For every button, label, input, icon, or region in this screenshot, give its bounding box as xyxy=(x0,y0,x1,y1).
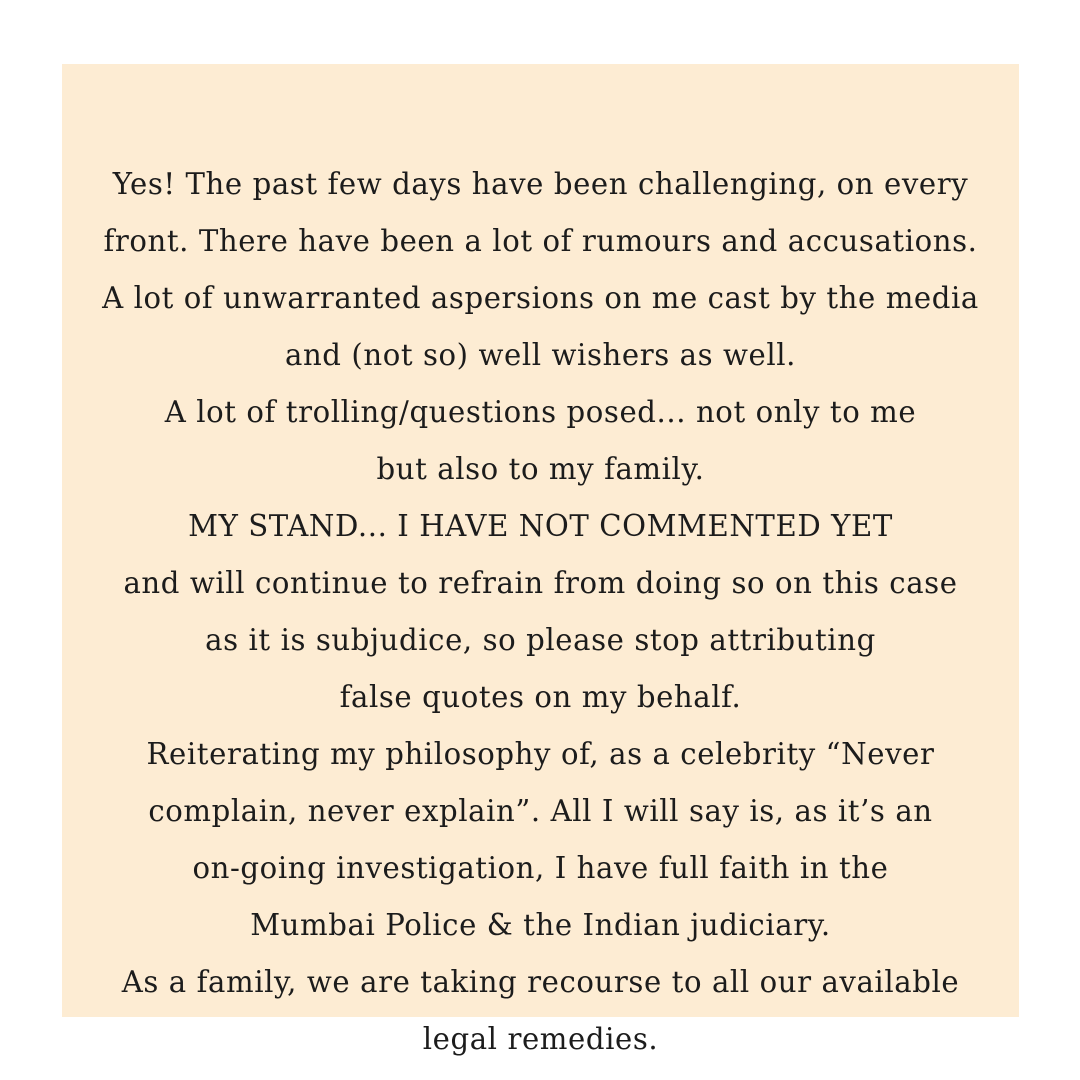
statement-line: legal remedies. xyxy=(422,1022,659,1057)
statement-line: Yes! The past few days have been challenging, on every xyxy=(112,167,969,202)
statement-text xyxy=(62,156,1019,1068)
statement-line: and will continue to refrain from doing so on this case xyxy=(123,566,958,601)
statement-line: MY STAND... I HAVE NOT COMMENTED YET xyxy=(188,509,893,544)
statement-line: Reiterating my philosophy of, as a celebrity “Never xyxy=(146,737,935,772)
statement-line: as it is subjudice, so please stop attributing xyxy=(205,623,876,658)
statement-card xyxy=(62,64,1019,1057)
statement-line: A lot of unwarranted aspersions on me cast by the media xyxy=(102,281,979,316)
statement-line: false quotes on my behalf. xyxy=(339,680,742,715)
statement-line: on-going investigation, I have full faith in the xyxy=(192,851,889,886)
statement-line: complain, never explain”. All I will say is, as it’s an xyxy=(148,794,933,829)
statement-line: Mumbai Police & the Indian judiciary. xyxy=(250,908,831,943)
statement-line: but also to my family. xyxy=(376,452,705,487)
statement-line: and (not so) well wishers as well. xyxy=(284,338,797,373)
statement-line: As a family, we are taking recourse to all our available xyxy=(121,965,960,1000)
statement-line: A lot of trolling/questions posed... not only to me xyxy=(164,395,917,430)
statement-line: front. There have been a lot of rumours and accusations. xyxy=(103,224,978,259)
